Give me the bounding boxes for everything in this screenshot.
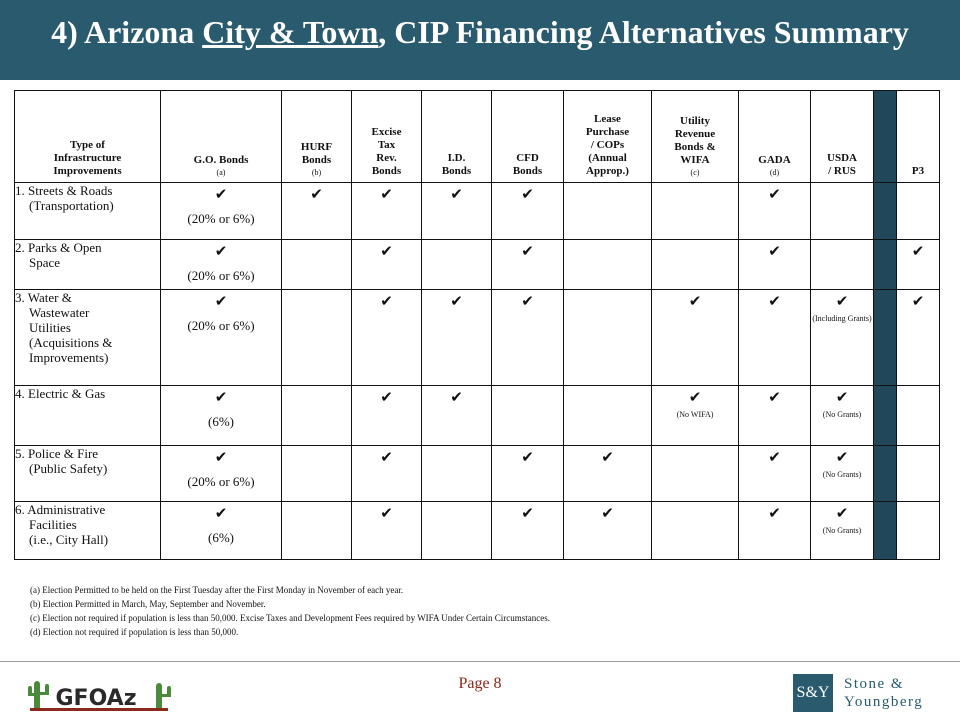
row-label-line: Improvements) bbox=[29, 350, 109, 365]
table-row bbox=[15, 290, 940, 386]
column-header-line: Bonds & bbox=[674, 141, 716, 153]
row-label-line: 3. Water & bbox=[15, 290, 72, 305]
column-header-note: (b) bbox=[311, 168, 322, 177]
column-header bbox=[282, 91, 352, 183]
table-cell bbox=[897, 446, 940, 502]
table-cell bbox=[161, 240, 282, 290]
table-cell bbox=[352, 183, 422, 240]
table-cell bbox=[652, 240, 739, 290]
check-icon: ✔ bbox=[835, 448, 849, 466]
row-label-line: (i.e., City Hall) bbox=[29, 532, 109, 547]
check-icon: ✔ bbox=[835, 504, 849, 522]
table-cell bbox=[564, 183, 652, 240]
row-label-line: Utilities bbox=[29, 320, 71, 335]
table-cell bbox=[564, 386, 652, 446]
check-icon: ✔ bbox=[601, 504, 614, 522]
title-suffix: , CIP Financing Alternatives Summary bbox=[378, 14, 909, 50]
check-icon: ✔ bbox=[835, 388, 849, 406]
table-body bbox=[15, 183, 940, 560]
check-icon: ✔ bbox=[380, 242, 393, 260]
title-bar bbox=[0, 0, 960, 80]
column-header-note: (d) bbox=[769, 168, 780, 177]
table-cell bbox=[282, 386, 352, 446]
table-cell bbox=[874, 290, 897, 386]
column-header-line: HURF bbox=[300, 141, 333, 153]
row-label bbox=[15, 183, 161, 240]
column-header-line: USDA bbox=[827, 152, 857, 164]
check-icon: ✔ bbox=[450, 185, 463, 203]
table-row bbox=[15, 446, 940, 502]
column-header-line: Lease bbox=[594, 113, 621, 125]
row-label-line: Space bbox=[29, 255, 61, 270]
cell-note: (No Grants) bbox=[822, 410, 862, 419]
column-header bbox=[874, 91, 897, 183]
column-header bbox=[652, 91, 739, 183]
footer-divider bbox=[0, 661, 960, 662]
table-cell bbox=[811, 446, 874, 502]
table-cell bbox=[874, 386, 897, 446]
check-icon: ✔ bbox=[380, 292, 393, 310]
column-header-line: WIFA bbox=[680, 154, 710, 166]
row-label-line: 2. Parks & Open bbox=[15, 240, 102, 255]
check-icon: ✔ bbox=[835, 292, 849, 310]
cell-note: (No Grants) bbox=[822, 470, 862, 479]
table-cell bbox=[422, 446, 492, 502]
check-icon: ✔ bbox=[214, 242, 228, 260]
column-header-line: Utility bbox=[680, 115, 710, 127]
table-cell bbox=[352, 502, 422, 560]
check-icon: ✔ bbox=[310, 185, 323, 203]
column-header-line: Rev. bbox=[376, 152, 397, 164]
row-label-line: (Transportation) bbox=[29, 198, 114, 213]
column-header bbox=[422, 91, 492, 183]
financing-table bbox=[14, 90, 940, 560]
column-header-line: Bonds bbox=[512, 165, 543, 177]
column-header-line: Excise bbox=[371, 126, 402, 138]
cell-note: (Including Grants) bbox=[812, 314, 872, 323]
table-cell bbox=[652, 290, 739, 386]
table-cell bbox=[161, 446, 282, 502]
check-icon: ✔ bbox=[521, 448, 534, 466]
page-number: Page 8 bbox=[458, 675, 502, 692]
table-cell bbox=[282, 240, 352, 290]
column-header bbox=[352, 91, 422, 183]
column-header-line: P3 bbox=[911, 165, 925, 177]
column-header-line: CFD bbox=[516, 152, 539, 164]
column-header-line: Purchase bbox=[585, 126, 630, 138]
table-cell bbox=[811, 290, 874, 386]
sy-logo-mark: S&Y bbox=[793, 674, 833, 712]
table-row bbox=[15, 240, 940, 290]
table-header-row bbox=[15, 91, 940, 183]
table-cell bbox=[811, 502, 874, 560]
check-icon: ✔ bbox=[911, 242, 925, 260]
column-header-line: Bonds bbox=[441, 165, 472, 177]
check-icon: ✔ bbox=[214, 185, 228, 203]
title-prefix: 4) Arizona bbox=[51, 14, 203, 50]
check-icon: ✔ bbox=[521, 185, 534, 203]
table-cell bbox=[492, 183, 564, 240]
table-cell bbox=[811, 240, 874, 290]
table-cell bbox=[564, 240, 652, 290]
column-header-line: Bonds bbox=[301, 154, 332, 166]
column-header-line: Improvements bbox=[53, 165, 122, 177]
check-icon: ✔ bbox=[380, 388, 393, 406]
table-cell bbox=[161, 183, 282, 240]
row-label-line: (Acquisitions & bbox=[29, 335, 113, 350]
table-cell bbox=[161, 502, 282, 560]
check-icon: ✔ bbox=[521, 504, 534, 522]
title-underlined: City & Town bbox=[202, 14, 379, 50]
column-header-line: GADA bbox=[758, 154, 791, 166]
table-row bbox=[15, 386, 940, 446]
column-header-line: Revenue bbox=[674, 128, 716, 140]
table-cell bbox=[897, 240, 940, 290]
cell-percentage: (20% or 6%) bbox=[187, 268, 255, 283]
cell-percentage: (20% or 6%) bbox=[187, 211, 255, 226]
check-icon: ✔ bbox=[911, 292, 925, 310]
table-cell bbox=[422, 386, 492, 446]
row-label-line: 1. Streets & Roads bbox=[15, 183, 113, 198]
column-header bbox=[161, 91, 282, 183]
footnotes bbox=[30, 583, 550, 639]
table-cell bbox=[422, 240, 492, 290]
footnote: (d) Election not required if population is less than 50,000. bbox=[30, 627, 239, 637]
column-header bbox=[492, 91, 564, 183]
table-cell bbox=[422, 183, 492, 240]
column-header bbox=[564, 91, 652, 183]
check-icon: ✔ bbox=[450, 292, 463, 310]
table-cell bbox=[352, 386, 422, 446]
check-icon: ✔ bbox=[768, 292, 781, 310]
check-icon: ✔ bbox=[688, 388, 702, 406]
table-cell bbox=[492, 502, 564, 560]
check-icon: ✔ bbox=[380, 448, 393, 466]
table-cell bbox=[422, 290, 492, 386]
cell-note: (No WIFA) bbox=[676, 410, 714, 419]
table-cell bbox=[897, 290, 940, 386]
cell-note: (No Grants) bbox=[822, 526, 862, 535]
table-row bbox=[15, 502, 940, 560]
table-cell bbox=[352, 240, 422, 290]
footnote: (b) Election Permitted in March, May, September and November. bbox=[30, 599, 266, 609]
row-label-line: Facilities bbox=[29, 517, 77, 532]
table-cell bbox=[739, 502, 811, 560]
table-cell bbox=[739, 183, 811, 240]
check-icon: ✔ bbox=[768, 185, 781, 203]
table-cell bbox=[492, 386, 564, 446]
table-cell bbox=[897, 502, 940, 560]
table-cell bbox=[352, 290, 422, 386]
check-icon: ✔ bbox=[214, 388, 228, 406]
row-label-line: Wastewater bbox=[29, 305, 90, 320]
table-cell bbox=[874, 183, 897, 240]
table-cell bbox=[811, 183, 874, 240]
check-icon: ✔ bbox=[768, 448, 781, 466]
table-cell bbox=[652, 386, 739, 446]
table-cell bbox=[282, 290, 352, 386]
check-icon: ✔ bbox=[521, 242, 534, 260]
table-cell bbox=[739, 240, 811, 290]
table-cell bbox=[811, 386, 874, 446]
cell-percentage: (20% or 6%) bbox=[187, 318, 255, 333]
table-cell bbox=[161, 386, 282, 446]
table-cell bbox=[897, 183, 940, 240]
column-header-note: (c) bbox=[690, 168, 700, 177]
column-header-line: G.O. Bonds bbox=[193, 154, 249, 166]
table-cell bbox=[874, 240, 897, 290]
table-cell bbox=[282, 183, 352, 240]
table-cell bbox=[739, 290, 811, 386]
sy-line-2: Youngberg bbox=[844, 694, 924, 710]
table-cell bbox=[564, 502, 652, 560]
table-cell bbox=[564, 290, 652, 386]
page-title bbox=[0, 14, 960, 51]
cell-percentage: (6%) bbox=[208, 530, 234, 545]
column-header-line: Infrastructure bbox=[53, 152, 122, 164]
table-cell bbox=[652, 502, 739, 560]
check-icon: ✔ bbox=[768, 388, 781, 406]
column-header-line: / RUS bbox=[828, 165, 856, 177]
column-header-line: (Annual bbox=[588, 152, 627, 164]
column-header-line: / COPs bbox=[590, 139, 625, 151]
check-icon: ✔ bbox=[214, 292, 228, 310]
check-icon: ✔ bbox=[380, 504, 393, 522]
table-cell bbox=[422, 502, 492, 560]
column-header bbox=[811, 91, 874, 183]
table-cell bbox=[492, 290, 564, 386]
check-icon: ✔ bbox=[214, 448, 228, 466]
check-icon: ✔ bbox=[214, 504, 228, 522]
column-header-line: Approp.) bbox=[586, 165, 629, 177]
cell-percentage: (6%) bbox=[208, 414, 234, 429]
check-icon: ✔ bbox=[380, 185, 393, 203]
table-cell bbox=[874, 502, 897, 560]
column-header-line: Bonds bbox=[371, 165, 402, 177]
check-icon: ✔ bbox=[521, 292, 534, 310]
table-cell bbox=[874, 446, 897, 502]
gfoaz-text: GFOAz bbox=[55, 686, 137, 711]
check-icon: ✔ bbox=[450, 388, 463, 406]
cell-percentage: (20% or 6%) bbox=[187, 474, 255, 489]
check-icon: ✔ bbox=[688, 292, 702, 310]
row-label bbox=[15, 502, 161, 560]
column-header-line: Type of bbox=[70, 139, 105, 151]
column-header bbox=[897, 91, 940, 183]
table-cell bbox=[492, 446, 564, 502]
check-icon: ✔ bbox=[768, 242, 781, 260]
gfoaz-logo bbox=[20, 674, 175, 714]
table-cell bbox=[492, 240, 564, 290]
table-cell bbox=[282, 446, 352, 502]
footnote: (a) Election Permitted to be held on the First Tuesday after the First Monday in November of each year. bbox=[30, 585, 404, 595]
check-icon: ✔ bbox=[768, 504, 781, 522]
sy-logo-text bbox=[844, 675, 923, 711]
check-icon: ✔ bbox=[601, 448, 614, 466]
table-cell bbox=[564, 446, 652, 502]
column-header bbox=[739, 91, 811, 183]
row-label-line: 4. Electric & Gas bbox=[15, 386, 106, 401]
table-cell bbox=[652, 183, 739, 240]
table-cell bbox=[161, 290, 282, 386]
row-label-line: (Public Safety) bbox=[29, 461, 108, 476]
footnote: (c) Election not required if population is less than 50,000. Excise Taxes and Development Fees required by WIFA Under Certain Circumstances. bbox=[30, 613, 550, 623]
column-header-note: (a) bbox=[216, 168, 226, 177]
row-label-line: 6. Administrative bbox=[15, 502, 106, 517]
table-row bbox=[15, 183, 940, 240]
row-label-line: 5. Police & Fire bbox=[15, 446, 99, 461]
row-label bbox=[15, 386, 161, 446]
sy-line-1: Stone & bbox=[844, 676, 905, 692]
table-cell bbox=[652, 446, 739, 502]
table-cell bbox=[739, 446, 811, 502]
column-header-line: I.D. bbox=[447, 152, 466, 164]
column-header bbox=[15, 91, 161, 183]
row-label bbox=[15, 240, 161, 290]
table-cell bbox=[897, 386, 940, 446]
row-label bbox=[15, 290, 161, 386]
column-header-line: Tax bbox=[377, 139, 396, 151]
table-cell bbox=[282, 502, 352, 560]
row-label bbox=[15, 446, 161, 502]
table-cell bbox=[352, 446, 422, 502]
table-cell bbox=[739, 386, 811, 446]
